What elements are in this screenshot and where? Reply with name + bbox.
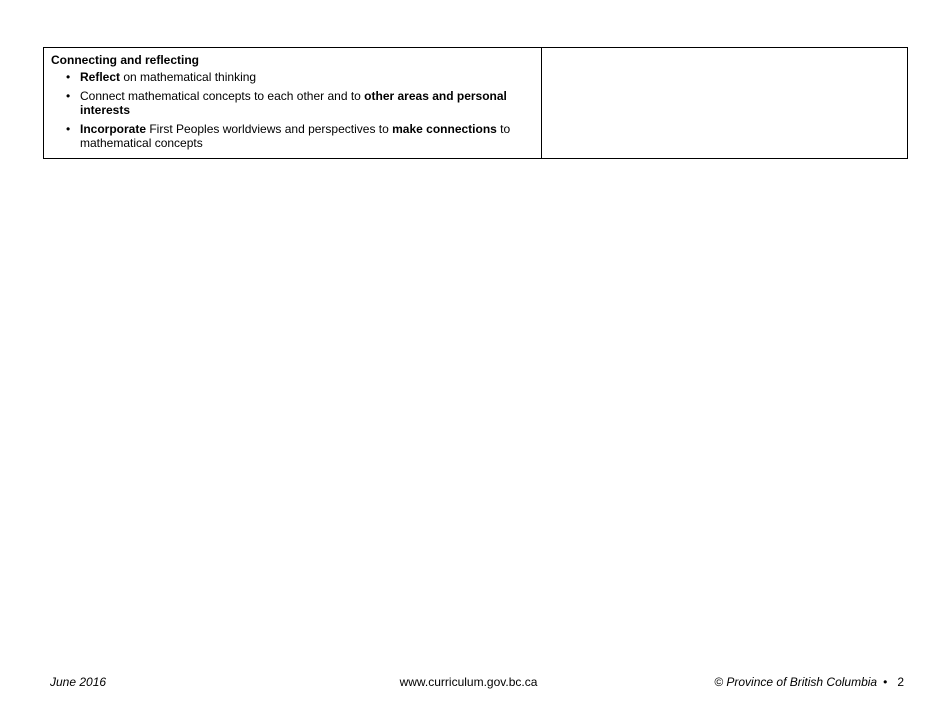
copyright-text: © Province of British Columbia — [714, 675, 878, 689]
bullet-text-bold: other areas and personal interests — [80, 89, 507, 117]
bullet-item-connect — [51, 89, 535, 117]
footer-url: www.curriculum.gov.bc.ca — [399, 675, 538, 689]
bullet-text-bold: Incorporate — [80, 122, 147, 136]
bullet-item-reflect — [51, 70, 535, 84]
bullet-text-bold: Reflect — [80, 70, 121, 84]
bullet-icon: • — [66, 70, 71, 84]
page-number: 2 — [897, 675, 904, 689]
competency-cell — [44, 48, 542, 159]
bullet-text: Connect mathematical concepts to each other and to — [80, 89, 365, 103]
content-cell — [542, 48, 908, 159]
bullet-icon: • — [66, 122, 71, 136]
bullet-item-incorporate — [51, 122, 535, 150]
section-heading: Connecting and reflecting — [51, 53, 200, 67]
footer-separator: • — [883, 675, 888, 689]
bullet-list — [51, 70, 535, 150]
footer-copyright — [714, 675, 904, 689]
bullet-icon: • — [66, 89, 71, 103]
table-row — [44, 48, 908, 159]
bullet-text-bold: make connections — [392, 122, 497, 136]
bullet-text: on mathematical thinking — [120, 70, 257, 84]
bullet-text: First Peoples worldviews and perspectives to — [146, 122, 393, 136]
curricular-table — [43, 47, 908, 159]
footer-date: June 2016 — [50, 675, 107, 689]
bullet-text: to mathematical concepts — [80, 122, 511, 150]
